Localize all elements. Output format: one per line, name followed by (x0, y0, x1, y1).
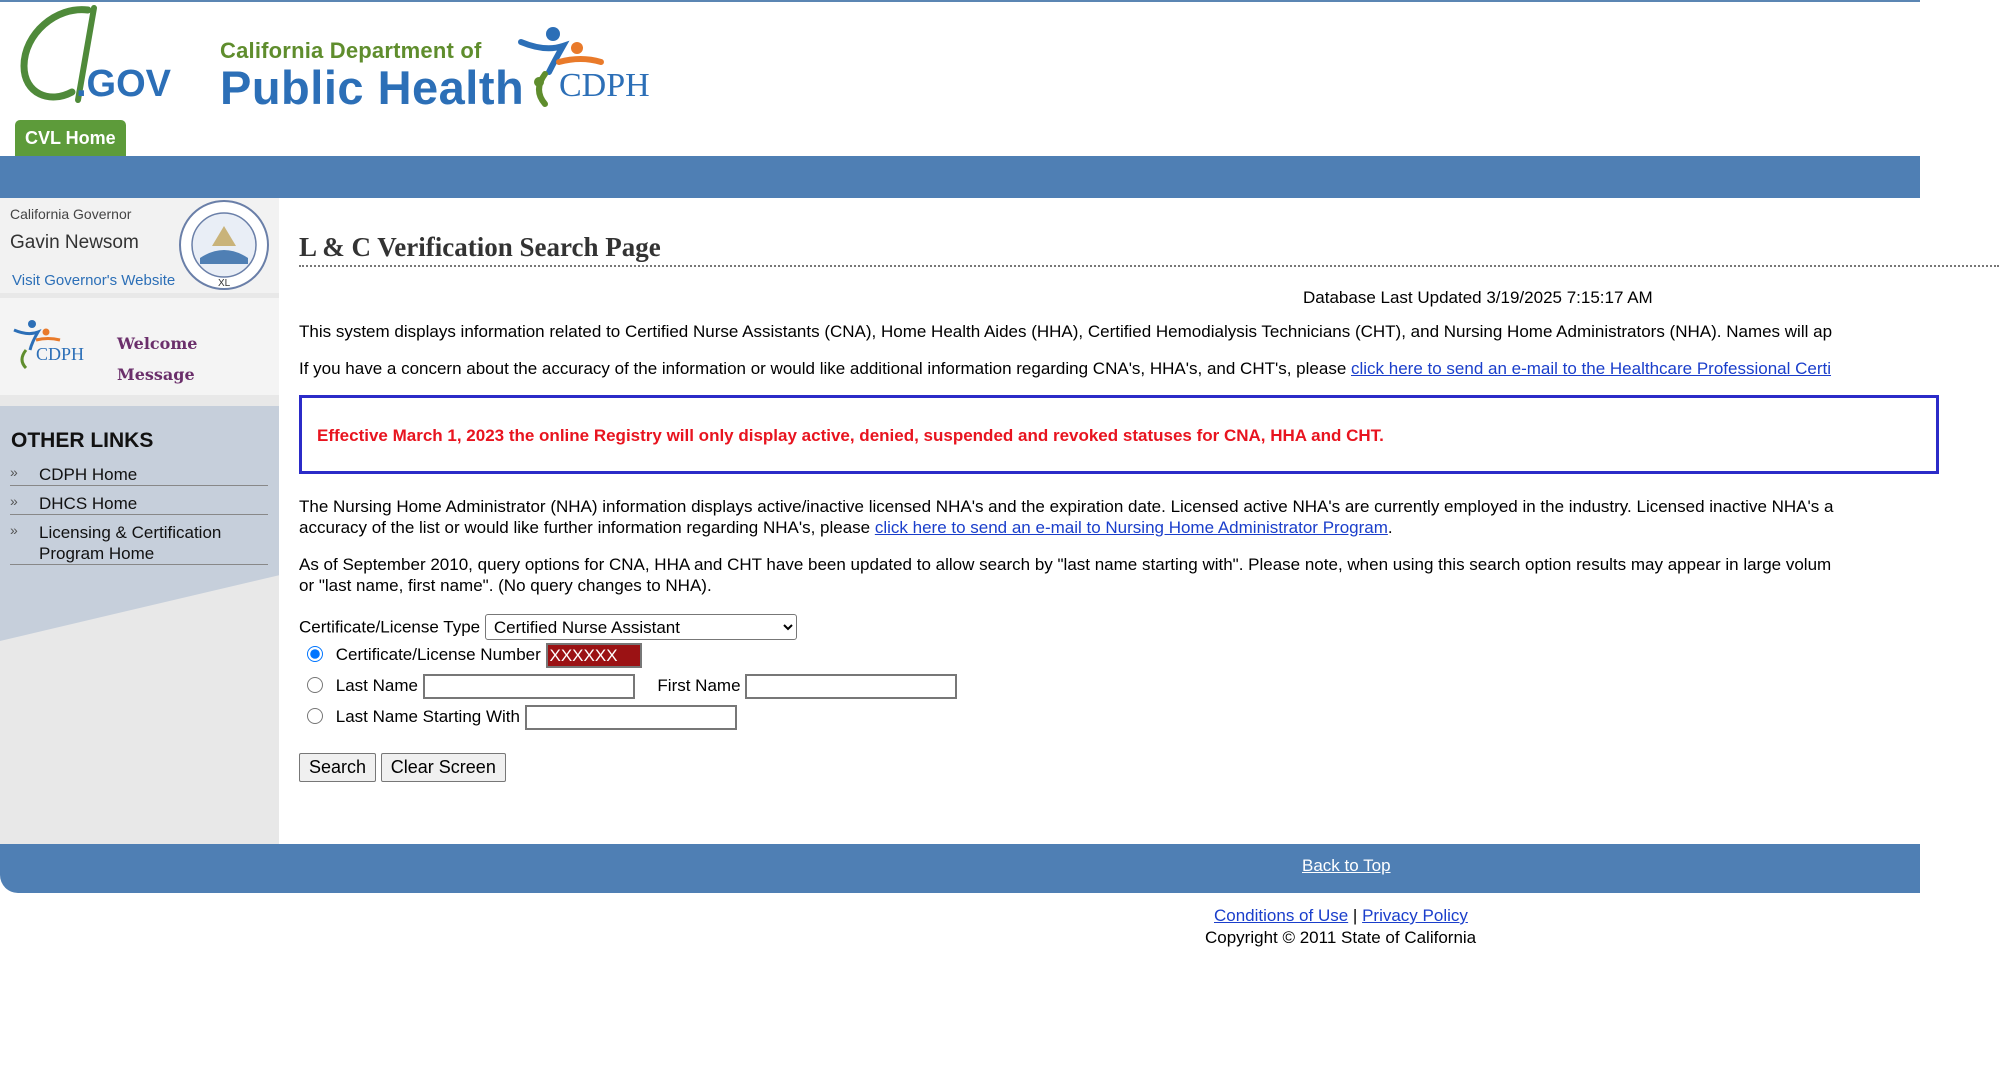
page-title: L & C Verification Search Page (299, 232, 1999, 267)
cdph-wordmark[interactable] (220, 38, 524, 115)
privacy-policy-link[interactable]: Privacy Policy (1362, 906, 1468, 925)
welcome-box[interactable] (0, 298, 279, 395)
nav-bar (0, 156, 1920, 198)
nha-paragraph-line1: The Nursing Home Administrator (NHA) information displays active/inactive licensed NHA's and the expiration date. Licensed active NHA's are currently employed in the industry. Licensed inactive NHA's a (299, 497, 1834, 516)
sidebar (0, 198, 279, 844)
cert-number-radio[interactable] (307, 646, 323, 662)
welcome-line2: Message (117, 365, 195, 384)
clear-screen-button[interactable]: Clear Screen (381, 753, 506, 782)
svg-text:CDPH: CDPH (559, 67, 650, 104)
governor-box[interactable] (0, 198, 279, 293)
footer-separator: | (1352, 906, 1358, 925)
back-to-top-link[interactable]: Back to Top (1302, 856, 1391, 875)
governor-name: Gavin Newsom (10, 232, 139, 253)
nha-paragraph-line2 (299, 517, 1393, 538)
main-content (299, 232, 1920, 777)
welcome-line1: Welcome (117, 334, 198, 353)
last-name-input[interactable] (423, 674, 635, 699)
cert-number-input[interactable] (546, 643, 642, 668)
welcome-message-link[interactable] (117, 328, 197, 390)
copyright-text: Copyright © 2011 State of California (1205, 928, 1477, 947)
cert-number-row (299, 643, 642, 668)
svg-text:.GOV: .GOV (76, 63, 172, 105)
governor-title: California Governor (10, 206, 132, 222)
double-chevron-icon: » (10, 464, 18, 480)
other-link-lc[interactable] (10, 522, 268, 565)
concern-text: If you have a concern about the accuracy of the information or would like additional information regarding CNA's, HHA's, and CHT's, please (299, 359, 1351, 378)
query-paragraph-line1: As of September 2010, query options for CNA, HHA and CHT have been updated to allow search by "last name starting with". Please note, when using this search option results may appear in large volum (299, 555, 1832, 574)
cert-number-label: Certificate/License Number (335, 644, 541, 664)
cdph-public-health-text: Public Health (220, 61, 525, 114)
last-name-radio[interactable] (307, 677, 323, 693)
cdph-home-link[interactable]: CDPH Home (39, 465, 138, 484)
other-link-dhcs[interactable] (10, 493, 268, 515)
tab-cvl-home[interactable]: CVL Home (15, 120, 126, 156)
last-name-label: Last Name (335, 675, 418, 695)
page-header (0, 0, 1920, 157)
dhcs-home-link[interactable]: DHCS Home (39, 494, 138, 513)
visit-governor-link[interactable]: Visit Governor's Website (12, 272, 176, 289)
cdph-small-logo-icon (10, 312, 90, 372)
nha-period: . (1387, 518, 1393, 537)
double-chevron-icon: » (10, 493, 18, 509)
other-links-title: OTHER LINKS (11, 429, 154, 452)
first-name-input[interactable] (745, 674, 957, 699)
button-row (299, 753, 506, 782)
other-link-cdph[interactable] (10, 464, 268, 486)
license-type-select[interactable] (485, 614, 797, 640)
cdph-department-text: California Department of (220, 38, 482, 63)
last-name-starting-radio[interactable] (307, 708, 323, 724)
lc-program-home-link[interactable]: Licensing & Certification Program Home (39, 523, 222, 563)
last-name-starting-label: Last Name Starting With (335, 706, 520, 726)
last-starting-row (299, 705, 737, 730)
svg-text:CDPH: CDPH (36, 344, 85, 364)
license-type-label: Certificate/License Type (299, 617, 481, 637)
database-updated-text: Database Last Updated 3/19/2025 7:15:17 AM (1303, 288, 1653, 307)
email-hp-cert-link[interactable]: click here to send an e-mail to the Healthcare Professional Certi (1351, 359, 1832, 378)
footer-links (1214, 906, 1468, 926)
notice-text: Effective March 1, 2023 the online Registry will only display active, denied, suspended and revoked statuses for CNA, HHA and CHT. (317, 426, 1384, 445)
first-name-label: First Name (657, 675, 741, 695)
other-links-list (10, 464, 268, 572)
nha-text: accuracy of the list or would like further information regarding NHA's, please (299, 518, 875, 537)
last-name-starting-input[interactable] (525, 705, 737, 730)
notice-box (299, 395, 1939, 474)
concern-paragraph (299, 358, 1831, 379)
svg-text:XL: XL (218, 278, 231, 289)
footer-bar (0, 844, 1920, 893)
conditions-of-use-link[interactable]: Conditions of Use (1214, 906, 1349, 925)
ca-gov-logo[interactable] (16, 4, 172, 105)
email-nha-program-link[interactable]: click here to send an e-mail to Nursing Home Administrator Program (874, 518, 1388, 537)
license-type-row (299, 614, 797, 640)
intro-paragraph: This system displays information related to Certified Nurse Assistants (CNA), Home Health Aides (HHA), Certified Hemodialysis Technicians (CHT), and Nursing Home Administrators (NHA). Names will ap (299, 322, 1833, 341)
cdph-figures-logo[interactable] (515, 12, 650, 112)
state-seal-icon (174, 198, 274, 293)
query-paragraph-line2: or "last name, first name". (No query changes to NHA). (299, 576, 712, 595)
double-chevron-icon: » (10, 522, 18, 538)
name-row (299, 674, 957, 699)
search-button[interactable]: Search (299, 753, 376, 782)
